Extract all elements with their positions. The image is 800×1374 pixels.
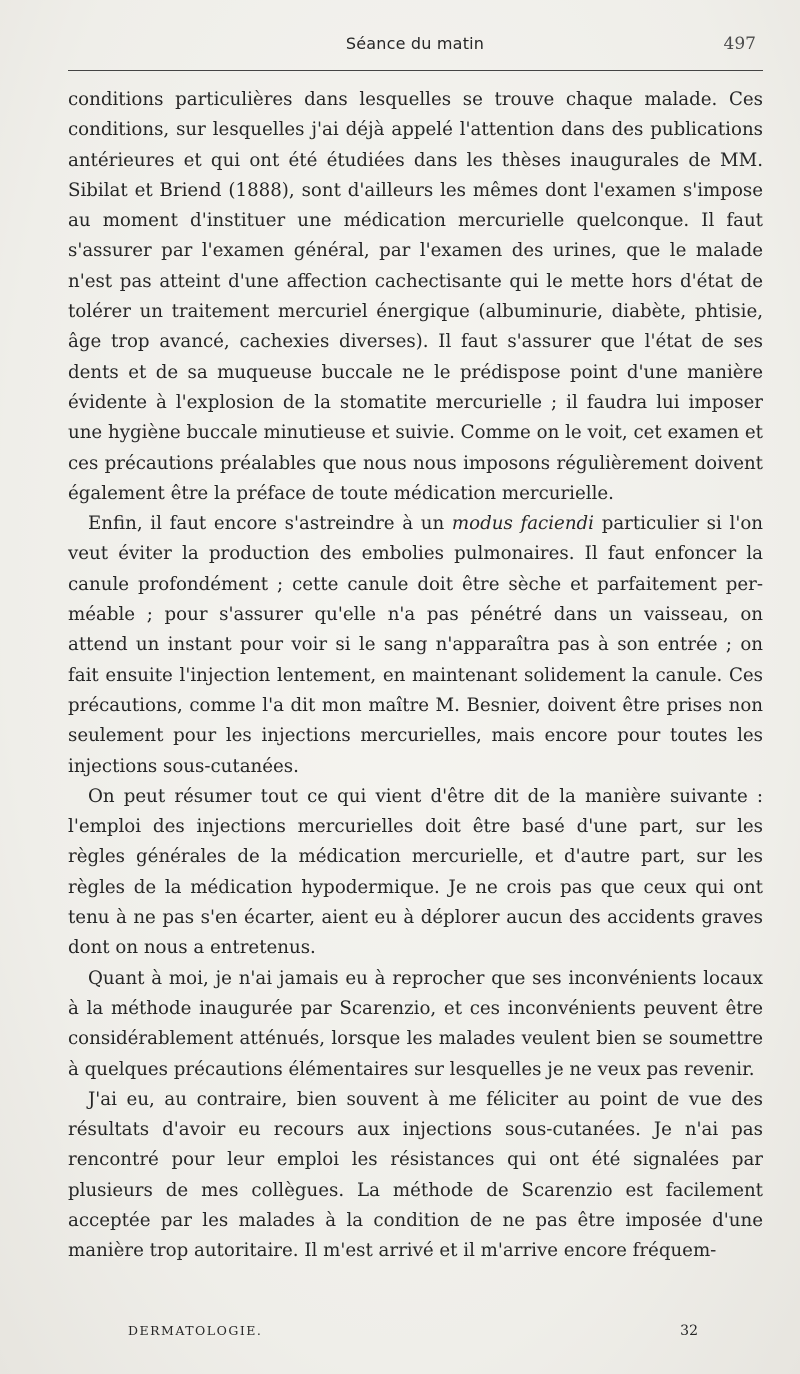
paragraph-2-emphasis: modus faciendi	[451, 513, 594, 535]
paragraph-1: conditions particulières dans lesquelles se trouve chaque malade. Ces conditions, sur lesquelles j'ai déjà appelé l'attention dans des publications antérieures et qui ont été étudiées dans les thèses inaugurales de MM. Sibilat et Briend (1888), sont d'ailleurs les mêmes dont l'examen s'impose au moment d'instituer une médication mercurielle quelconque. Il faut s'assurer par l'examen général, par l'examen des urines, que le malade n'est pas atteint d'une affection cachectisante qui le mette hors d'état de tolérer un traitement mercuriel énergique (albuminurie, diabète, phtisie, âge trop avancé, cachexies diverses). Il faut s'assurer que l'état de ses dents et de sa muqueuse buccale ne le prédispose point d'une manière évidente à l'explosion de la stomatite mercurielle ; il faudra lui imposer une hygiène buccale minutieuse et suivie. Comme on le voit, cet examen et ces précautions préalables que nous nous imposons régulièrement doivent également être la préface de toute médication mercurielle.	[68, 89, 763, 504]
sheet-number: 32	[680, 1323, 698, 1339]
page-number: 497	[723, 34, 756, 54]
signature-mark: DERMATOLOGIE.	[128, 1323, 263, 1338]
body-text	[68, 85, 763, 1267]
paragraph-2	[68, 509, 763, 782]
paragraph-4: Quant à moi, je n'ai jamais eu à reprocher que ses inconvénients locaux à la méthode inaugurée par Scarenzio, et ces inconvénients peuvent être considérablement atténués, lorsque les malades veulent bien se soumettre à quelques précautions élémentaires sur lesquelles je ne veux pas revenir.	[68, 967, 763, 1080]
paragraph-3: On peut résumer tout ce qui vient d'être dit de la manière suivante : l'emploi des injections mercurielles doit être basé d'une part, sur les règles générales de la médication mercurielle, et d'autre part, sur les règles de la médication hypodermique. Je ne crois pas que ceux qui ont tenu à ne pas s'en écarter, aient eu à déplorer aucun des accidents graves dont on nous a entretenus.	[68, 785, 763, 959]
running-title: Séance du matin	[345, 34, 485, 53]
footer	[128, 1323, 698, 1345]
paragraph-2-before: Enfin, il faut encore s'astreindre à un	[88, 513, 452, 535]
header-rule	[68, 70, 763, 71]
paragraph-5: J'ai eu, au contraire, bien souvent à me féliciter au point de vue des résultats d'avoir eu recours aux injections sous-cutanées. Je n'ai pas rencontré pour leur emploi les résistances qui ont été signalées par plusieurs de mes collègues. La méthode de Scarenzio est facilement acceptée par les malades à la condition de ne pas être imposée d'une manière trop autoritaire. Il m'est arrivé et il m'arrive encore fréquem-	[68, 1088, 763, 1262]
paragraph-2-after: particulier si l'on veut éviter la production des embolies pulmonaires. Il faut enfoncer la canule profondément ; cette canule doit être sèche et parfaitement perméable ; pour s'assurer qu'elle n'a pas pénétré dans un vaisseau, on attend un instant pour voir si le sang n'apparaîtra pas à son entrée ; on fait ensuite l'injection lentement, en maintenant solidement la canule. Ces précautions, comme l'a dit mon maître M. Besnier, doivent être prises non seulement pour les injections mercurielles, mais encore pour toutes les injections sous-cutanées.	[68, 513, 763, 777]
running-head	[66, 34, 764, 58]
